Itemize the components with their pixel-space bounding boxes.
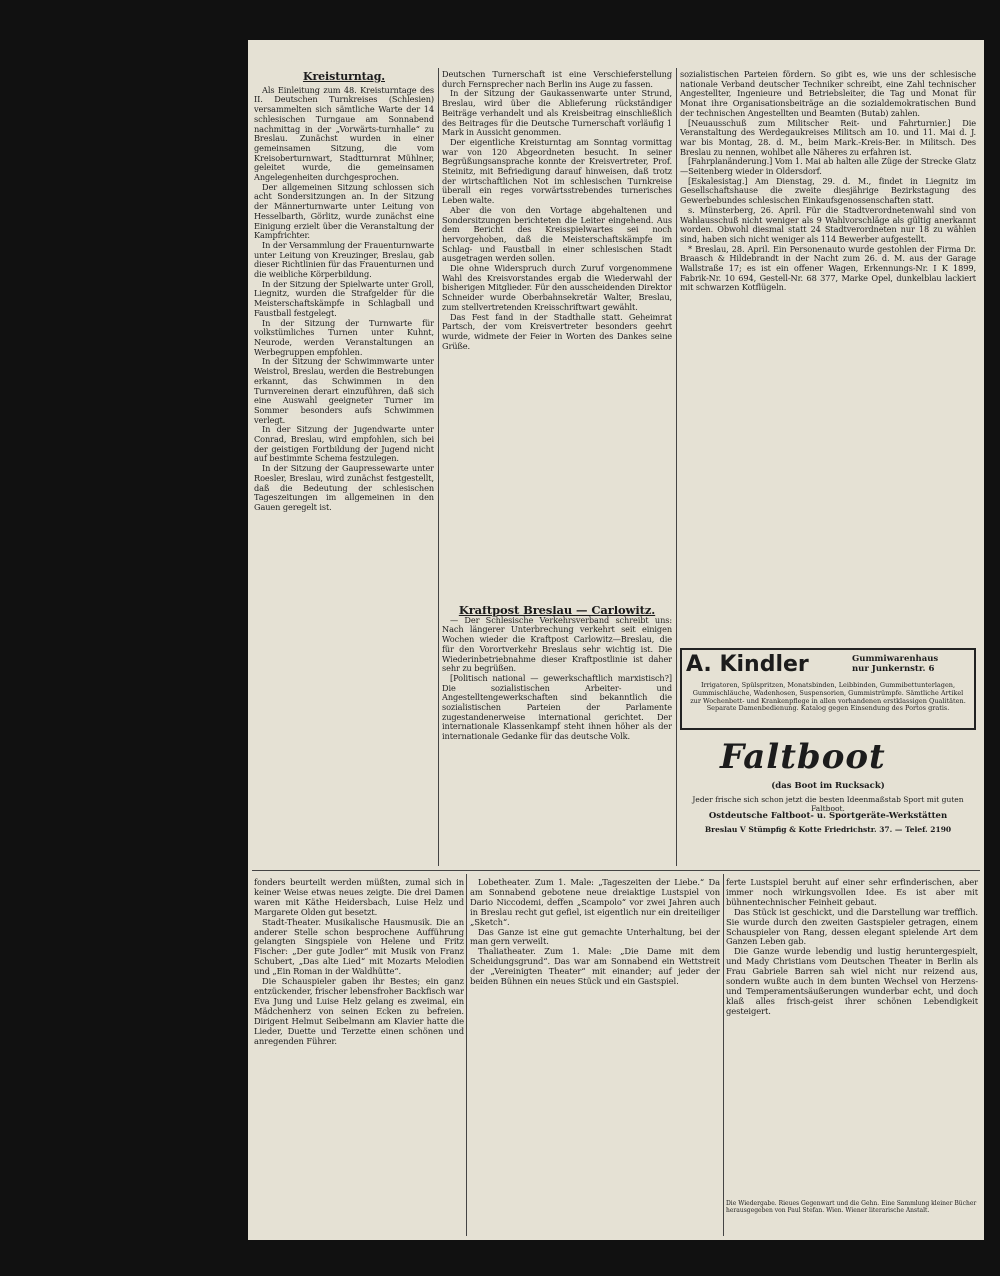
article-paragraph: * Breslau, 28. April. Ein Personenauto wurde gestohlen der Firma Dr. Braasch & Hildebrandt in der Nacht zum 26. d. M. aus der Garage Wallstraße 17; es ist ein offener Wagen, Erkennungs-Nr. I K 1899, Fabrik-Nr. 10 694, Gestell-Nr. 68 377, Marke Opel, dunkelblau lackiert mit schwarzen Kotflügeln. [680,243,976,293]
article-paragraph: [Eskalesistag.] Am Dienstag, 29. d. M., findet in Liegnitz im Gesellschaftshause die zweite diesjährige Bezirkstagung des Gewerbebundes schlesischen Einkaufsgenossenschaften statt. [680,175,976,206]
article-kreisturntag [254,70,434,862]
article-paragraph: fonders beurteilt werden müßten, zumal sich in keiner Weise etwas neues zeigte. Die drei Damen waren mit Käthe Heidersbach, Luise Helz und Margarete Olden gut besetzt. [254,878,464,917]
article-paragraph: sozialistischen Parteien fördern. So gibt es, wie uns der schlesische nationale Verband deutscher Techniker schreibt, eine Zahl technischer Angestellter, Ingenieure und Betriebsleiter, die Tag und Monat für Monat ihre Organisationsbeiträge an die sozialdemokratischen Bund der technischen Angestellten und Beamten (Butab) zahlen. [680,70,976,118]
news-briefs [680,70,976,640]
column-rule [466,874,467,1236]
article-paragraph: Die Ganze wurde lebendig und lustig heruntergespielt, und Mady Christians vom Deutschen Theater in Berlin als Frau Gabriele Barren sah wiel nicht nur reizend aus, sondern wußte auch in dem bunten Wechsel von Herzens- und Temperamentsäußerungen wunderbar echt, und doch klaß alles frisch-geist ihrer schönen Lebendigkeit gesteigert. [726,946,978,1016]
ad-company: Ostdeutsche Faltboot- u. Sportgeräte-Werkstätten [708,811,948,821]
article-paragraph: [Fahrplanänderung.] Vom 1. Mai ab halten alle Züge der Strecke Glatz—Seitenberg wieder in Oldersdorf. [680,156,976,177]
feuilleton-column [470,878,720,1233]
advertisement-kindler [680,648,976,730]
article-continued [442,70,672,600]
article-paragraph: Die ohne Widerspruch durch Zuruf vorgenommene Wahl des Kreisvorstandes ergab die Wiederwahl der bisherigen Mitglieder. Für den ausscheidenden Direktor Schneider wurde Oberbahnsekretär Walter, Breslau, zum stellvertretenden Kreisschriftwart gewählt. [442,263,672,312]
ad-brand-name: A. Kindler [686,652,809,677]
ad-address: Breslau V Stümpfig & Kotte Friedrichstr. 37. — Telef. 2190 [704,825,952,834]
article-title: Kraftpost Breslau — Carlowitz. [458,606,656,617]
article-paragraph: In der Sitzung der Spielwarte unter Groll, Liegnitz, wurden die Strafgelder für die Meisterschaftskämpfe in Schlagball und Faustball festgelegt. [254,278,434,318]
article-paragraph: s. Münsterberg, 26. April. Für die Stadtverordnetenwahl sind von Wahlausschuß nicht weniger als 9 Wahlvorschläge als gültig anerkannt worden. Obwohl diesmal statt 24 Stadtverordneten nur 18 zu wählen sind, haben sich nicht weniger als 114 Bewerber aufgestellt. [680,204,976,244]
ad-logo: Faltboot [720,737,886,777]
article-paragraph: In der Sitzung der Jugendwarte unter Conrad, Breslau, wird empfohlen, sich bei der geistigen Fortbildung der Jugend nicht auf bestimmte Schema festzulegen. [254,424,434,464]
article-paragraph: In der Sitzung der Schwimmwarte unter Weistrol, Breslau, werden die Bestrebungen erkannt, das Schwimmen in den Turnvereinen derart einzuführen, daß sich eine Auswahl geeigneter Turner im Sommer besonders aufs Schwimmen verlegt. [254,356,434,425]
article-paragraph: Deutschen Turnerschaft ist eine Verschieferstellung durch Fernsprecher nach Berlin ins Auge zu fassen. [442,70,672,89]
column-rule [438,68,439,866]
article-paragraph: Das Ganze ist eine gut gemachte Unterhaltung, bei der man gern verweilt. [470,926,720,947]
article-paragraph: Aber die von den Vortage abgehaltenen und Sondersitzungen berichteten die Leiter eingehend. Aus dem Bericht des Kreisspielwartes sei noch hervorgehoben, daß die Meisterschaftskämpfe im Schlag- und Faustball in einer schlesischen Stadt ausgetragen werden sollen. [442,204,672,264]
advertisement-faltboot [680,737,976,865]
article-paragraph: ferte Lustspiel beruht auf einer sehr erfinderischen, aber immer noch wirkungsvollen Idee. Es ist aber mit bühnentechnischer Feinheit gebaut. [726,878,978,907]
article-paragraph: Das Stück ist geschickt, und die Darstellung war trefflich. Sie wurde durch den zweiten Gastspieler getragen, einem Schauspieler von Rang, dessen elegant spielende Art dem Ganzen Leben gab. [726,906,978,947]
article-paragraph: Als Einleitung zum 48. Kreisturntage des II. Deutschen Turnkreises (Schlesien) versammelten sich sämtliche Warte der 14 schlesischen Turngaue am Sonnabend nachmittag in der „Vorwärts-turnhalle“ zu Breslau. Zunächst wurden in einer gemeinsamen Sitzung, die vom Kreisoberturnwart, Stadtturnrat Mühlner, geleitet wurde, die gemeinsamen Angelegenheiten durchgesprochen. [254,84,434,183]
ad-description: Irrigatoren, Spülspritzen, Monatsbinden, Leibbinden, Gummibettunterlagen, Gummischläuche, Wadenhosen, Suspensorien, Gummistrümpfe. Sämtliche Artikel zur Wochenbett- und Krankenpflege in allen vorhandenen erstklassigen Qualitäten. Separate Damenbedienung. Katalog gegen Einsendung des Portos gratis. [690,681,966,713]
article-paragraph: Das Fest fand in der Stadthalle statt. Geheimrat Partsch, der vom Kreisvertreter besonders geehrt wurde, widmete der Feier in Worten des Dankes seine Grüße. [442,311,672,351]
column-rule [676,68,677,866]
article-title: Kreisturntag. [302,70,386,83]
article-paragraph: Der eigentliche Kreisturntag am Sonntag vormittag war von 120 Abgeordneten besucht. In seiner Begrüßungsansprache konnte der Kreisvertreter, Prof. Steinitz, mit Befriedigung darauf hinweisen, daß trotz der wirtschaftlichen Not im schlesischen Turnkreise überall ein reges vorwärtsstrebendes turnerisches Leben walte. [442,136,672,206]
article-paragraph: — Der Schlesische Verkehrsverband schreibt uns: Nach längerer Unterbrechung verkehrt seit einigen Wochen wieder die Kraftpost Carlowitz—Breslau, die für den Vorortverkehr Breslaus sehr wichtig ist. Die Wiederinbetriebnahme dieser Kraftpostlinie ist daher sehr zu begrüßen. [442,614,672,674]
ad-tagline: Gummiwarenhaus nur Junkernstr. 6 [852,654,939,674]
article-paragraph: Thaliatheater. Zum 1. Male: „Die Dame mit dem Scheidungsgrund“. Das war am Sonnabend ein Wettstreit der „Vereinigten Theater“ mit einander; auf jeder der beiden Bühnen ein neues Stück und ein Gastspiel. [470,946,720,987]
article-paragraph: Lobetheater. Zum 1. Male: „Tageszeiten der Liebe.“ Da am Sonnabend gebotene neue dreiaktige Lustspiel von Dario Niccodemi, deffen „Scampolo“ vor zwei Jahren auch in Breslau recht gut gefiel, ist eigentlich nur ein dreiteiliger „Sketch“. [470,878,720,927]
ad-text: Jeder frische sich schon jetzt die besten Ideenmaßstab Sport mit guten Faltboot. [692,795,964,813]
article-paragraph: In der Versammlung der Frauenturnwarte unter Leitung von Kreuzinger, Breslau, gab dieser Richtlinien für das Frauenturnen und die weibliche Körperbildung. [254,239,434,280]
article-paragraph: In der Sitzung der Turnwarte für volkstümliches Turnen unter Kuhnt, Neurode, werden Veranstaltungen an Werbegruppen empfohlen. [254,317,434,357]
feuilleton-column [254,878,464,1233]
article-paragraph: In der Sitzung der Gaukassenwarte unter Strund, Breslau, wird über die Ablieferung rückständiger Beiträge verhandelt und als Kreisbeitrag einschließlich des Beitrages für die Deutsche Turnerschaft vorläufig 1 Mark in Aussicht genommen. [442,88,672,138]
section-divider [252,870,980,871]
article-kraftpost [442,606,672,864]
article-paragraph: [Politisch national — gewerkschaftlich marxistisch?] Die sozialistischen Arbeiter- und Angestelltengewerkschaften sind bekanntlich die sozialistischen Parteien der Parlamente zugestandenerweise international gerichtet. Der internationale Klassenkampf steht ihnen höher als der internationale Gedanke für das deutsche Volk. [442,672,672,742]
book-note: Die Wiedergabe. Rieues Gegenwart und die Gehn. Eine Sammlung kleiner Bücher herausgegeben von Paul Stefan. Wien. Wiener literarische Anstalt. [726,1200,977,1214]
article-paragraph: [Neuausschuß zum Militscher Reit- und Fahrturnier.] Die Veranstaltung des Werdegaukreises Militsch am 10. und 11. Mai d. J. war bis Montag, 28. d. M., beim Mark.-Kreis-Ber. in Militsch. Des Breslau zu nennen, wohlbet alle Näheres zu erfahren ist. [680,117,976,157]
ad-subtitle: (das Boot im Rucksack) [771,781,885,791]
newspaper-page [248,40,984,1240]
article-paragraph: Die Schauspieler gaben ihr Bestes; ein ganz entzückender, frischer lebensfroher Backfisch war Eva Jung und Luise Helz gelang es zweimal, ein Mädchenherz von seinen Ecken zu befreien. Dirigent Helmut Seibelmann am Klavier hatte die Lieder, Duette und Terzette einen schönen und anregenden Führer. [254,976,464,1046]
article-paragraph: Der allgemeinen Sitzung schlossen sich acht Sondersitzungen an. In der Sitzung der Männerturnwarte unter Leitung von Hesselbarth, Görlitz, wurde zunächst eine Einigung erzielt über die Veranstaltung der Kampfrichter. [254,181,434,241]
article-paragraph: Stadt-Theater. Musikalische Hausmusik. Die an anderer Stelle schon besprochene Aufführung gelangten Singspiele von Helene und Fritz Fischer: „Der gute Jodler“ mit Musik von Franz Schubert, „Das alte Lied“ mit Mozarts Melodien und „Ein Roman in der Waldhütte“. [254,916,464,977]
column-rule [723,874,724,1236]
feuilleton-column [726,878,978,1198]
article-paragraph: In der Sitzung der Gaupressewarte unter Roesler, Breslau, wird zunächst festgestellt, daß die Bedeutung der schlesischen Tageszeitungen im allgemeinen in den Gauen geregelt ist. [254,463,434,512]
